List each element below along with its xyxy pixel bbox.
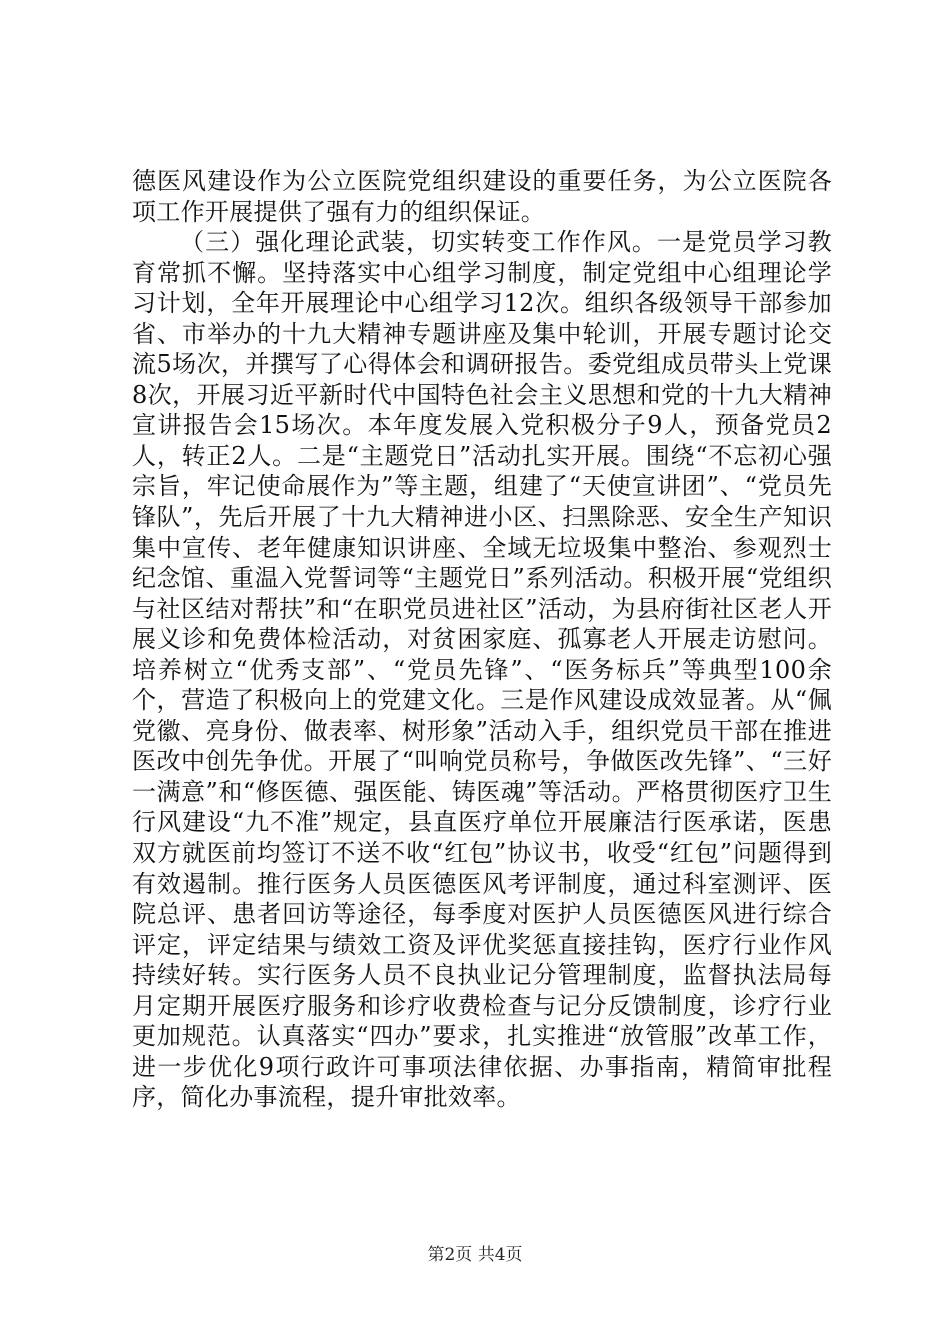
paragraph-continued: 德医风建设作为公立医院党组织建设的重要任务，为公立医院各项工作开展提供了强有力的组织保证。 bbox=[132, 167, 832, 226]
paragraph-section-three: （三）强化理论武装，切实转变工作作风。一是党员学习教育常抓不懈。坚持落实中心组学习制度，制定党组中心组理论学习计划，全年开展理论中心组学习12次。组织各级领导干部参加省、市举办的十九大精神专题讲座及集中轮训，开展专题讨论交流5场次，并撰写了心得体会和调研报告。委党组成员带头上党课8次，开展习近平新时代中国特色社会主义思想和党的十九大精神宣讲报告会15场次。本年度发展入党积极分子9人，预备党员2人，转正2人。二是“主题党日”活动扎实开展。围绕“不忘初心强宗旨，牢记使命展作为”等主题，组建了“天使宣讲团”、“党员先锋队”，先后开展了十九大精神进小区、扫黑除恶、安全生产知识集中宣传、老年健康知识讲座、全域无垃圾集中整治、参观烈士纪念馆、重温入党誓词等“主题党日”系列活动。积极开展“党组织与社区结对帮扶”和“在职党员进社区”活动，为县府街社区老人开展义诊和免费体检活动，对贫困家庭、孤寡老人开展走访慰问。培养树立“优秀支部”、“党员先锋”、“医务标兵”等典型100余个，营造了积极向上的党建文化。三是作风建设成效显著。从“佩党徽、亮身份、做表率、树形象”活动入手，组织党员干部在推进医改中创先争优。开展了“叫响党员称号，争做医改先锋”、“三好一满意”和“修医德、强医能、铸医魂”等活动。严格贯彻医疗卫生行风建设“九不准”规定，县直医疗单位开展廉洁行医承诺，医患双方就医前均签订不送不收“红包”协议书，收受“红包”问题得到有效遏制。推行医务人员医德医风考评制度，通过科室测评、医院总评、患者回访等途径，每季度对医护人员医德医风进行综合评定，评定结果与绩效工资及评优奖惩直接挂钩，医疗行业作风持续好转。实行医务人员不良执业记分管理制度，监督执法局每月定期开展医疗服务和诊疗收费检查与记分反馈制度，诊疗行业更加规范。认真落实“四办”要求，扎实推进“放管服”改革工作，进一步优化9项行政许可事项法律依据、办事指南，精简审批程序，简化办事流程，提升审批效率。 bbox=[132, 228, 832, 1112]
document-body bbox=[132, 166, 832, 1113]
page-number-footer: 第2页 共4页 bbox=[427, 1245, 523, 1265]
